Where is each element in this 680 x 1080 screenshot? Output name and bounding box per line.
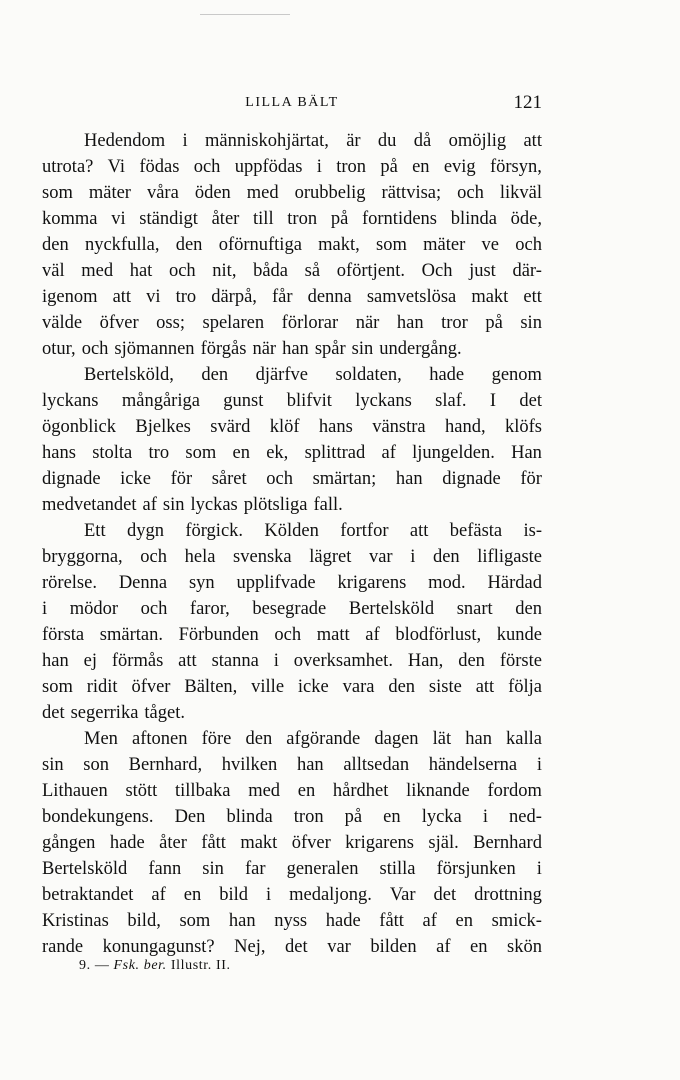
text-line: i mödor och faror, besegrade Bertelsköld snart den: [42, 599, 542, 619]
text-line: första smärtan. Förbunden och matt af blodförlust, kunde: [42, 625, 542, 645]
text-line: Kristinas bild, som han nyss hade fått af en smick-: [42, 911, 542, 931]
text-line: utrota? Vi födas och uppfödas i tron på en evig försyn,: [42, 157, 542, 177]
top-edge-rule: [200, 14, 290, 15]
printer-signature: [79, 958, 231, 974]
text-line: välde öfver oss; spelaren förlorar när han tror på sin: [42, 313, 542, 333]
page-number: 121: [513, 92, 542, 113]
text-line: medvetandet af sin lyckas plötsliga fall.: [42, 495, 343, 515]
text-line: bryggorna, och hela svenska lägret var i den lifligaste: [42, 547, 542, 567]
body-text: [42, 128, 542, 960]
text-line: sin son Bernhard, hvilken han alltsedan händelserna i: [42, 755, 542, 775]
text-line: bondekungens. Den blinda tron på en lycka i ned-: [42, 807, 542, 827]
text-line: igenom att vi tro därpå, får denna samvetslösa makt ett: [42, 287, 542, 307]
text-line: Ett dygn förgick. Kölden fortfor att befästa is-: [84, 521, 542, 541]
signature-title: Fsk. ber.: [113, 958, 167, 973]
text-line: rande konungagunst? Nej, det var bilden af en skön: [42, 937, 542, 957]
text-line: Bertelsköld, den djärfve soldaten, hade genom: [84, 365, 542, 385]
text-line: Lithauen stött tillbaka med en hårdhet liknande fordom: [42, 781, 542, 801]
text-line: betraktandet af en bild i medaljong. Var det drottning: [42, 885, 542, 905]
text-line: hans stolta tro som en ek, splittrad af ljungelden. Han: [42, 443, 542, 463]
text-line: det segerrika tåget.: [42, 703, 185, 723]
signature-dash: —: [94, 958, 110, 973]
text-line: komma vi ständigt åter till tron på forntidens blinda öde,: [42, 209, 542, 229]
text-line: otur, och sjömannen förgås när han spår sin undergång.: [42, 339, 462, 359]
text-line: Bertelsköld fann sin far generalen stilla försjunken i: [42, 859, 542, 879]
text-line: han ej förmås att stanna i overksamhet. Han, den förste: [42, 651, 542, 671]
running-title: LILLA BÄLT: [245, 95, 339, 110]
text-line: dignade icke för såret och smärtan; han dignade för: [42, 469, 542, 489]
text-line: den nyckfulla, den oförnuftiga makt, som mäter ve och: [42, 235, 542, 255]
text-line: gången hade åter fått makt öfver krigarens själ. Bernhard: [42, 833, 542, 853]
text-line: Hedendom i människohjärtat, är du då omöjlig att: [84, 131, 542, 151]
text-line: lyckans mångåriga gunst blifvit lyckans slaf. I det: [42, 391, 542, 411]
text-line: som ridit öfver Bälten, ville icke vara den siste att följa: [42, 677, 542, 697]
text-line: väl med hat och nit, båda så oförtjent. Och just där-: [42, 261, 542, 281]
text-line: som mäter våra öden med orubbelig rättvisa; och likväl: [42, 183, 542, 203]
text-line: Men aftonen före den afgörande dagen lät han kalla: [84, 729, 542, 749]
signature-rest: Illustr. II.: [170, 958, 231, 973]
text-line: rörelse. Denna syn upplifvade krigarens mod. Härdad: [42, 573, 542, 593]
text-line: ögonblick Bjelkes svärd klöf hans vänstra hand, klöfs: [42, 417, 542, 437]
running-head: [42, 92, 542, 116]
signature-number: 9.: [79, 958, 91, 973]
